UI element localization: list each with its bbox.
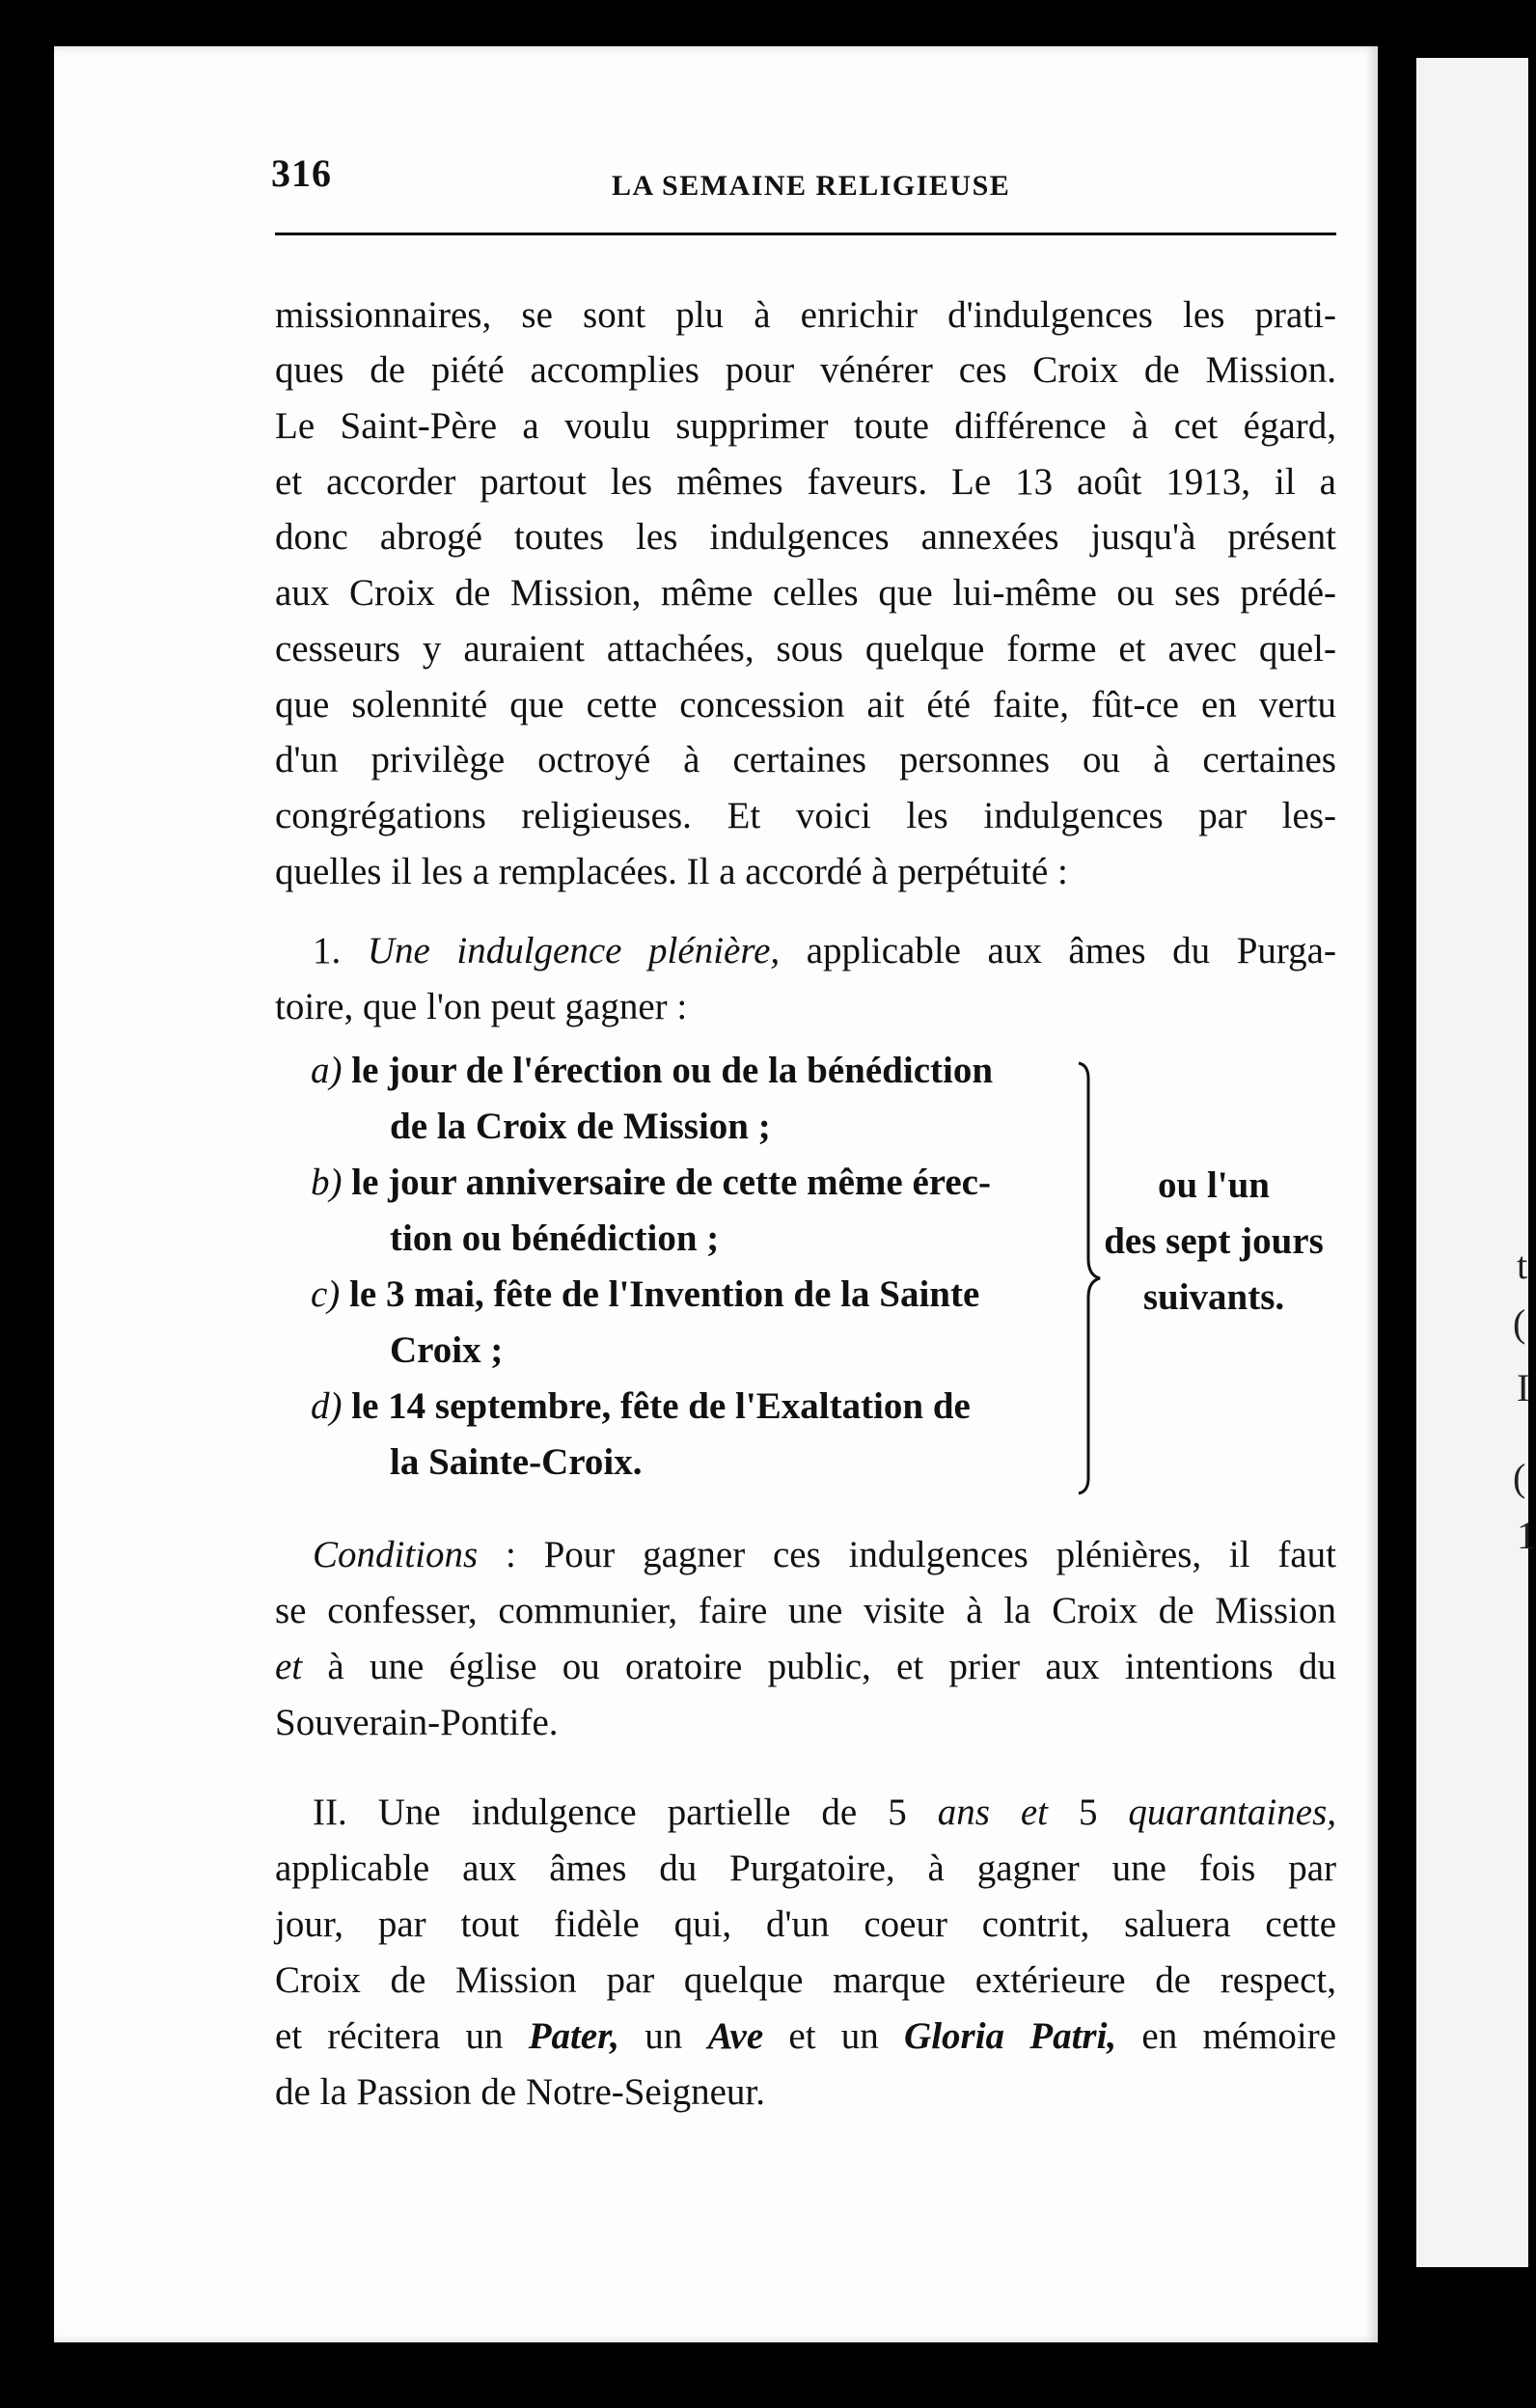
- list-text: le 14 septembre, fête de l'Exaltation de: [351, 1385, 971, 1427]
- item-2-text: et récitera un: [275, 2015, 504, 2057]
- item-1-title: Une indulgence plénière,: [367, 930, 781, 971]
- text-line: aux Croix de Mission, même celles que lui-même ou ses prédé-: [275, 572, 1336, 614]
- text-line: de la Passion de Notre-Seigneur.: [275, 2071, 765, 2113]
- list-item-d: [311, 1385, 971, 1428]
- list-item-b-cont: tion ou bénédiction ;: [390, 1218, 720, 1259]
- edge-glyph: t: [1517, 1244, 1528, 1287]
- edge-glyph: (: [1513, 1456, 1526, 1499]
- item-2-em: Gloria Patri,: [904, 2015, 1117, 2057]
- header-rule: [275, 233, 1336, 235]
- text-line: Croix de Mission par quelque marque extérieure de respect,: [275, 1959, 1336, 2001]
- conditions-line: [275, 1646, 1336, 1688]
- text-line: se confesser, communier, faire une visite à la Croix de Mission: [275, 1590, 1336, 1631]
- item-2-em: Pater,: [528, 2015, 619, 2057]
- text-line: toire, que l'on peut gagner :: [275, 986, 688, 1027]
- conditions-label: Conditions: [313, 1534, 479, 1575]
- text-line: applicable aux âmes du Purgatoire, à gagner une fois par: [275, 1847, 1336, 1889]
- text-line: ques de piété accomplies pour vénérer ces Croix de Mission.: [275, 349, 1336, 391]
- item-2-text: 5: [1078, 1792, 1098, 1833]
- item-2-text: un: [645, 2015, 683, 2057]
- text-line: Le Saint-Père a voulu supprimer toute différence à cet égard,: [275, 405, 1336, 447]
- conditions-text: à une église ou oratoire public, et prier aux intentions du: [327, 1646, 1336, 1687]
- item-1-number: 1.: [313, 930, 342, 971]
- list-text: le 3 mai, fête de l'Invention de la Sainte: [349, 1273, 980, 1315]
- page-number: 316: [271, 151, 332, 195]
- edge-glyph: 1: [1517, 1514, 1536, 1557]
- edge-glyph: I: [1517, 1366, 1530, 1409]
- running-title: LA SEMAINE RELIGIEUSE: [612, 170, 1011, 202]
- list-item-a-cont: de la Croix de Mission ;: [390, 1106, 771, 1147]
- text-line: Souverain-Pontife.: [275, 1702, 559, 1743]
- conditions-line: [313, 1534, 1336, 1576]
- text-line: jour, par tout fidèle qui, d'un coeur contrit, saluera cette: [275, 1903, 1336, 1945]
- list-item-b: [311, 1162, 991, 1204]
- text-line: et accorder partout les mêmes faveurs. Le 13 août 1913, il a: [275, 461, 1336, 503]
- text-line: congrégations religieuses. Et voici les indulgences par les-: [275, 795, 1336, 836]
- item-2-em: quarantaines,: [1128, 1792, 1337, 1833]
- text-line: missionnaires, se sont plu à enrichir d'indulgences les prati-: [275, 294, 1336, 336]
- adjacent-page-edge: [1416, 58, 1536, 2267]
- text-line: quelles il les a remplacées. Il a accordé à perpétuité :: [275, 851, 1068, 892]
- list-text: le jour anniversaire de cette même érec-: [351, 1162, 991, 1203]
- list-item-a: [311, 1050, 993, 1092]
- list-label: d): [311, 1385, 343, 1427]
- item-1-text: applicable aux âmes du Purga-: [806, 930, 1336, 971]
- brace-note-line: des sept jours: [1104, 1220, 1324, 1262]
- text-line: d'un privilège octroyé à certaines personnes ou à certaines: [275, 739, 1336, 780]
- list-item-c: [311, 1273, 979, 1316]
- list-text: le jour de l'érection ou de la bénédiction: [351, 1050, 994, 1091]
- brace-note-line: ou l'un: [1158, 1164, 1270, 1206]
- item-2-text: et un: [788, 2015, 879, 2057]
- list-label: c): [311, 1273, 341, 1315]
- item-2-text: en mémoire: [1141, 2015, 1337, 2057]
- edge-glyph: (: [1513, 1301, 1526, 1345]
- item-2-heading: [313, 1792, 1336, 1834]
- list-item-d-cont: la Sainte-Croix.: [390, 1441, 643, 1483]
- list-label: b): [311, 1162, 343, 1203]
- list-label: a): [311, 1050, 343, 1091]
- item-2-em: ans et: [937, 1792, 1048, 1833]
- item-2-line: [275, 2015, 1336, 2058]
- item-2-text: II. Une indulgence partielle de 5: [313, 1792, 907, 1833]
- conditions-em: et: [275, 1646, 303, 1687]
- item-2-em: Ave: [707, 2015, 764, 2057]
- text-line: cesseurs y auraient attachées, sous quelque forme et avec quel-: [275, 628, 1336, 670]
- brace-note-line: suivants.: [1142, 1276, 1285, 1318]
- text-line: que solennité que cette concession ait été faite, fût-ce en vertu: [275, 684, 1336, 725]
- conditions-text: : Pour gagner ces indulgences plénières, il faut: [506, 1534, 1337, 1575]
- list-item-c-cont: Croix ;: [390, 1329, 504, 1371]
- text-line: donc abrogé toutes les indulgences annexées jusqu'à présent: [275, 516, 1336, 558]
- item-1-heading: [313, 930, 1336, 972]
